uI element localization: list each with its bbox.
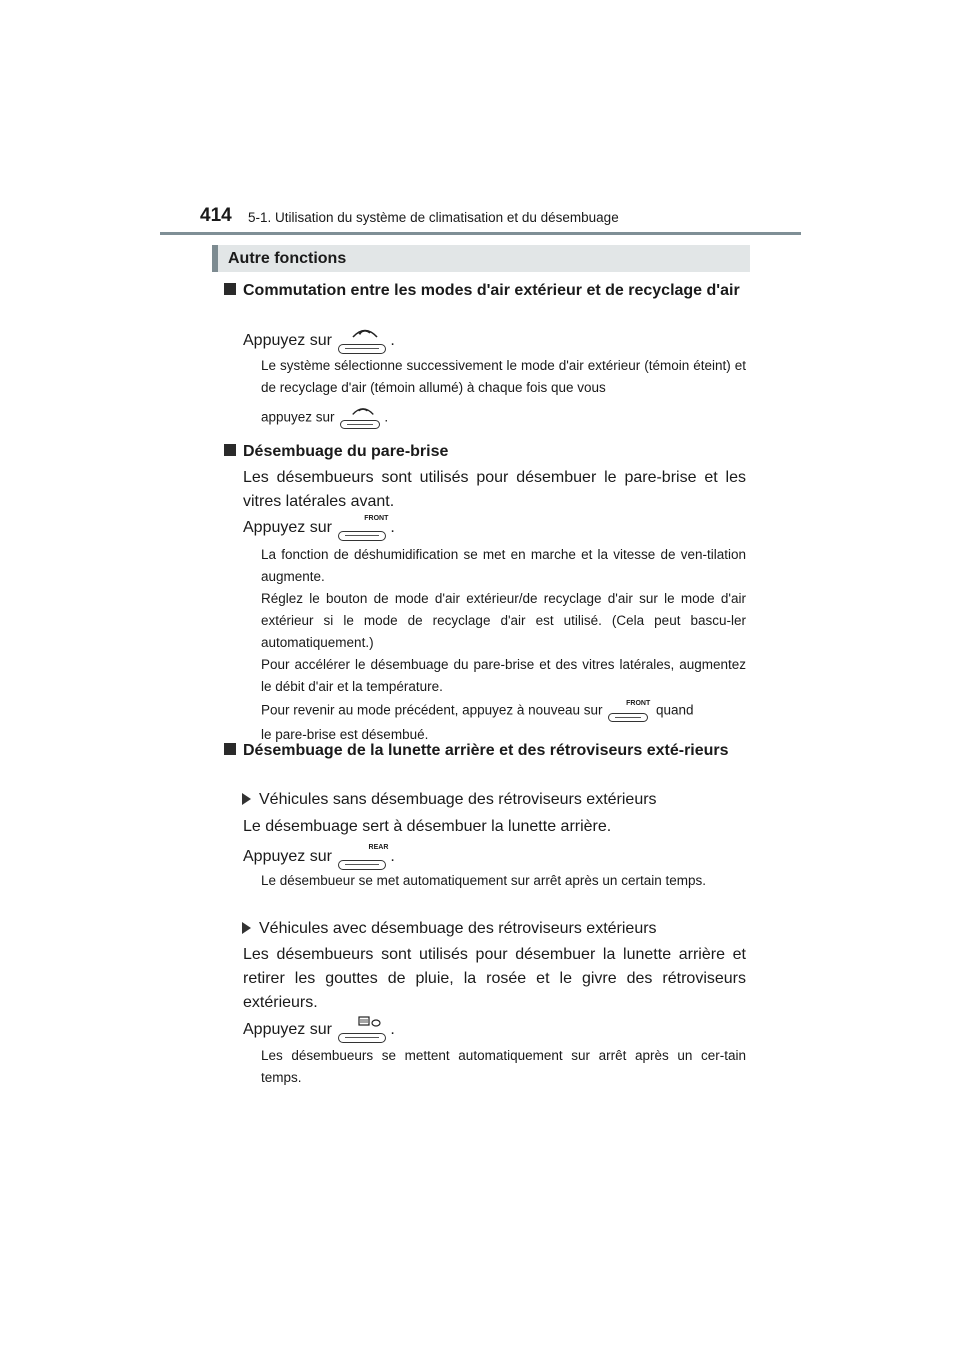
recirc-note: Le système sélectionne successivement le mode d'air extérieur (témoin éteint) et de recyclage d'air (témoin allumé) à chaque fois que vous appuyez sur . — [261, 355, 746, 431]
rear-note2: Les désembueurs se mettent automatiquement sur arrêt après un cer-tain temps. — [261, 1048, 746, 1085]
front-defog-button-inline[interactable] — [608, 698, 650, 724]
mirror-defog-button[interactable] — [338, 1015, 388, 1045]
chapter-title: 5-1. Utilisation du système de climatisation et du désembuage — [248, 210, 619, 225]
header-divider — [160, 232, 801, 235]
page-number: 414 — [200, 205, 232, 226]
rear-instruction2: Appuyez sur . — [243, 1015, 746, 1045]
rear-body1: Le désembuage sert à désembuer la lunette arrière. — [243, 818, 612, 835]
rear-note1: Le désembueur se met automatiquement sur arrêt après un certain temps. — [261, 873, 706, 888]
front-defog-button[interactable] — [338, 513, 388, 543]
front-body: Les désembueurs sont utilisés pour désembuer le pare-brise et les vitres latérales avant. — [243, 469, 746, 510]
recirc-heading: Commutation entre les modes d'air extérieur et de recyclage d'air — [243, 280, 746, 302]
recirculation-button[interactable] — [338, 326, 388, 356]
rear-defog-icon: REAR — [368, 844, 389, 851]
section-title: Autre fonctions — [212, 245, 750, 272]
front-defog-icon: FRONT — [626, 700, 651, 707]
rear-heading: Désembuage de la lunette arrière et des rétroviseurs exté-rieurs — [243, 740, 746, 762]
square-bullet-icon — [224, 444, 236, 456]
triangle-bullet-icon — [242, 793, 251, 805]
page-header — [200, 203, 800, 233]
front-instruction: Appuyez sur FRONT . — [243, 513, 746, 543]
mirror-defog-icon — [338, 1015, 388, 1029]
rear-sub2: Véhicules avec désembuage des rétroviseurs extérieurs — [243, 918, 746, 940]
front-defog-icon: FRONT — [364, 515, 389, 522]
triangle-bullet-icon — [242, 922, 251, 934]
square-bullet-icon — [224, 283, 236, 295]
square-bullet-icon — [224, 743, 236, 755]
recirculation-button-inline[interactable] — [340, 405, 382, 431]
rear-instruction1: Appuyez sur REAR . — [243, 842, 746, 872]
recirc-instruction: Appuyez sur . — [243, 326, 746, 356]
rear-sub1: Véhicules sans désembuage des rétroviseurs extérieurs — [243, 789, 746, 811]
recirculation-icon — [340, 405, 382, 419]
rear-body2: Les désembueurs sont utilisés pour désembuer la lunette arrière et retirer les gouttes de pluie, la rosée et le givre des rétroviseurs extérieurs. — [243, 946, 746, 1011]
front-heading: Désembuage du pare-brise — [243, 441, 746, 463]
front-notes: La fonction de déshumidification se met en marche et la vitesse de ven-tilation augmente. Réglez le bouton de mode d'air extérieur/de recyclage d'air sur le mode d'air extérieur si le mode de recyclage d'air est utilisé. (Cela peut bascu-ler automatiquement.) Pour accélérer le désembuage du pare-brise et des vitres latérales, augmentez le débit d'air et la température. Pour revenir au mode précédent, appuyez à nouveau sur FRONT quand le pare-brise est désembué. — [261, 547, 746, 742]
rear-defog-button[interactable] — [338, 842, 388, 872]
recirculation-icon — [338, 326, 388, 340]
